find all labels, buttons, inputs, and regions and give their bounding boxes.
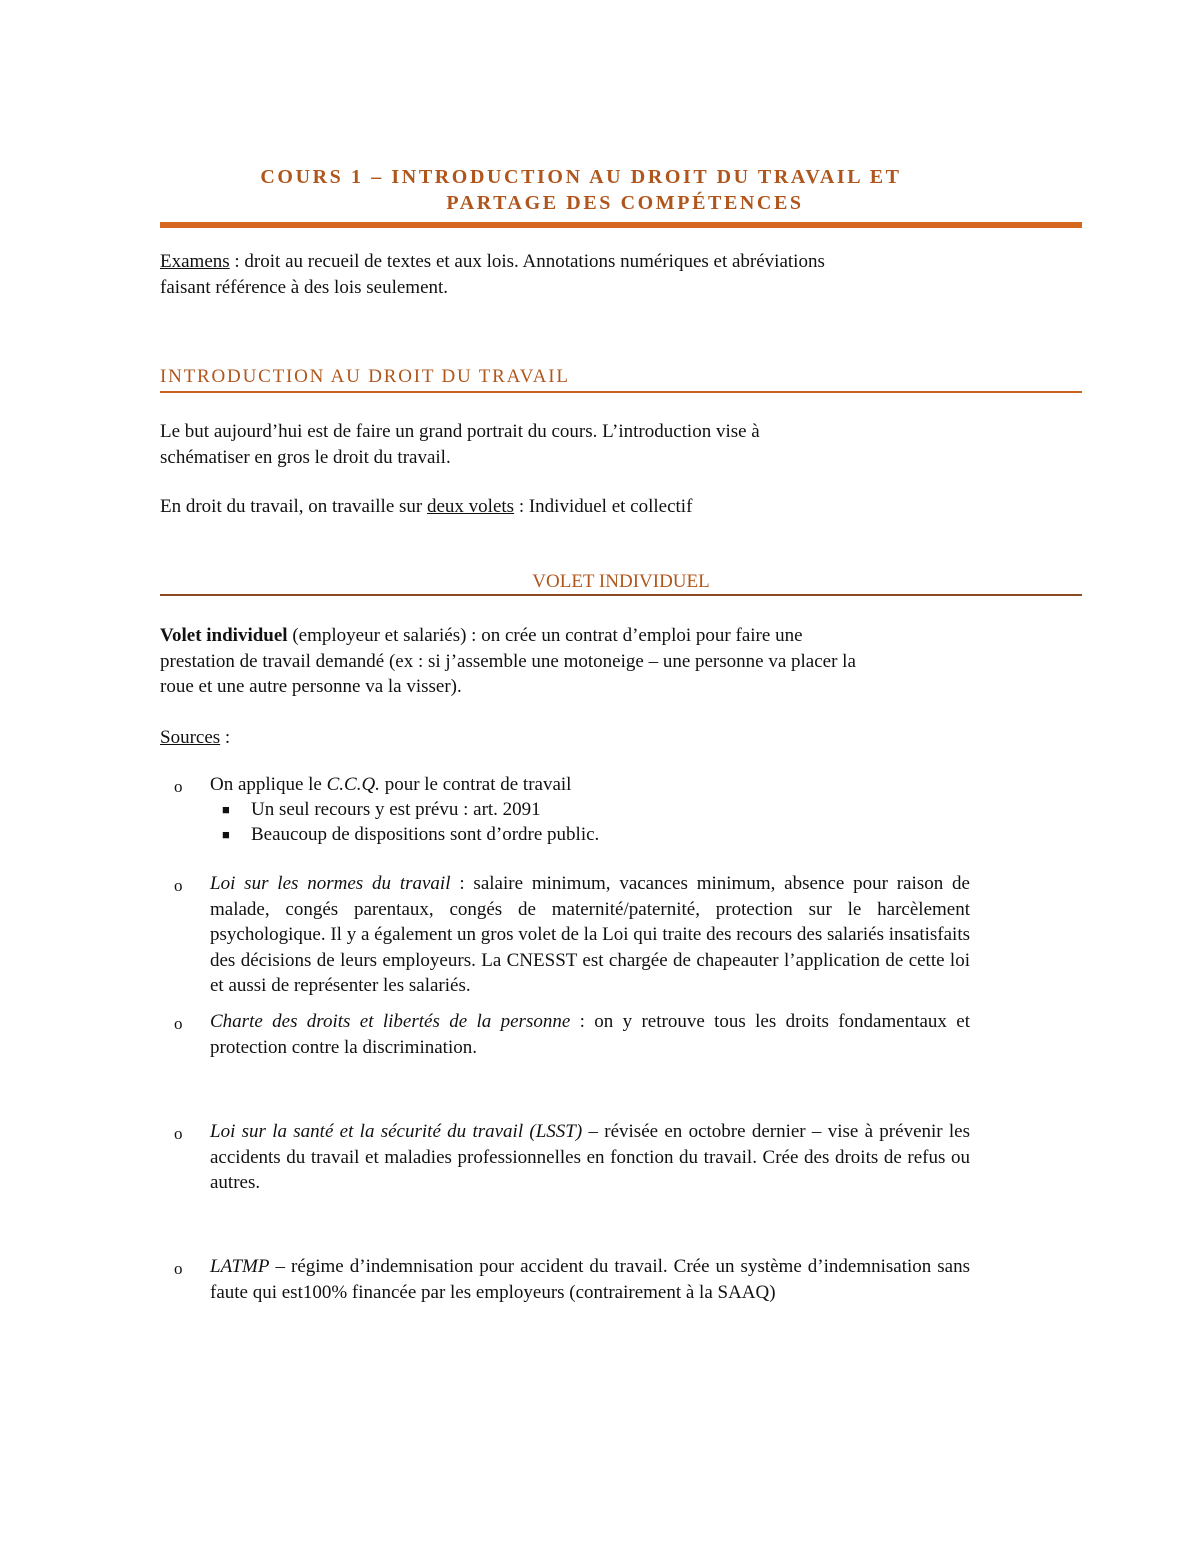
sub-item-dispositions: Beaucoup de dispositions sont d’ordre public. <box>251 824 600 845</box>
intro-heading-divider <box>160 391 1082 393</box>
latmp-italic: LATMP <box>210 1256 270 1277</box>
title-divider <box>160 222 1082 228</box>
page-title <box>160 164 1082 216</box>
latmp-text: – régime d’indemnisation pour accident du travail. Crée un système d’indemnisation sans faute qui est100% financée par les employeurs (contrairement à la SAAQ) <box>210 1256 970 1303</box>
page-title-line-1: COURS 1 – INTRODUCTION AU DROIT DU TRAVAIL ET <box>260 166 902 188</box>
volets-underlined: deux volets <box>426 496 515 517</box>
circle-bullet: o <box>174 876 183 895</box>
examens-text-line-1: : droit au recueil de textes et aux lois. Annotations numériques et abréviations <box>229 251 825 272</box>
volets-paragraph <box>160 494 692 520</box>
volet-text-line-3: roue et une autre personne va la visser). <box>160 676 462 697</box>
lnt-text: : salaire minimum, vacances minimum, absence pour raison de malade, congés parentaux, congés de maternité/paternité, protection sur le harcèlement psychologique. Il y a également un gros volet de la Loi qui traite des recours des salariés insatisfaits des décisions de leurs employeurs. La CNESST est chargée de chapeauter l’application de cette loi et aussi de représenter les salariés. <box>210 873 970 996</box>
page-title-line-2: PARTAGE DES COMPÉTENCES <box>446 192 804 214</box>
volet-text-line-2: prestation de travail demandé (ex : si j’assemble une motoneige – une personne va placer la <box>160 650 856 672</box>
circle-bullet: o <box>174 1259 183 1278</box>
intro-paragraph <box>160 419 760 470</box>
volet-paragraph <box>160 623 856 700</box>
charte-italic: Charte des droits et libertés de la personne <box>210 1011 571 1032</box>
sources-label: Sources <box>160 727 221 748</box>
intro-text-line-1: Le but aujourd’hui est de faire un grand portrait du cours. L’introduction vise à <box>160 421 760 442</box>
list-item-lnt <box>210 871 970 999</box>
circle-bullet: o <box>174 1014 183 1033</box>
volet-text-line-1: (employeur et salariés) : on crée un contrat d’emploi pour faire une <box>287 625 803 646</box>
intro-heading: INTRODUCTION AU DROIT DU TRAVAIL <box>160 366 570 387</box>
circle-bullet: o <box>174 1124 183 1143</box>
charte-text: : on y retrouve tous les droits fondamentaux et protection contre la discrimination. <box>210 1011 970 1058</box>
ccq-text-before: On applique le <box>210 774 327 795</box>
ccq-italic: C.C.Q. <box>326 774 380 795</box>
volets-text-after: : Individuel et collectif <box>514 496 693 517</box>
square-bullet: ■ <box>222 827 230 842</box>
sources-paragraph <box>160 725 230 751</box>
volet-individuel-divider <box>160 594 1082 596</box>
volet-individuel-heading: VOLET INDIVIDUEL <box>532 571 710 592</box>
square-bullet: ■ <box>222 802 230 817</box>
ccq-text-after: pour le contrat de travail <box>379 774 572 795</box>
sources-suffix: : <box>220 727 231 748</box>
lsst-italic: Loi sur la santé et la sécurité du travail (LSST) <box>210 1121 583 1142</box>
examens-paragraph <box>160 249 825 300</box>
volets-text-before: En droit du travail, on travaille sur <box>160 496 427 517</box>
volet-bold-term: Volet individuel <box>160 625 288 646</box>
examens-label: Examens <box>160 251 230 272</box>
list-item-charte <box>210 1009 970 1060</box>
sub-item-recours: Un seul recours y est prévu : art. 2091 <box>251 799 541 820</box>
intro-text-line-2: schématiser en gros le droit du travail. <box>160 446 451 468</box>
examens-text-line-2: faisant référence à des lois seulement. <box>160 276 449 298</box>
list-item-lsst <box>210 1119 970 1196</box>
list-item-ccq <box>210 772 970 798</box>
lnt-italic: Loi sur les normes du travail <box>210 873 451 894</box>
lsst-text: – révisée en octobre dernier – vise à prévenir les accidents du travail et maladies professionnelles en fonction du travail. Crée des droits de refus ou autres. <box>210 1121 970 1193</box>
list-item-latmp <box>210 1254 970 1305</box>
circle-bullet: o <box>174 777 183 796</box>
